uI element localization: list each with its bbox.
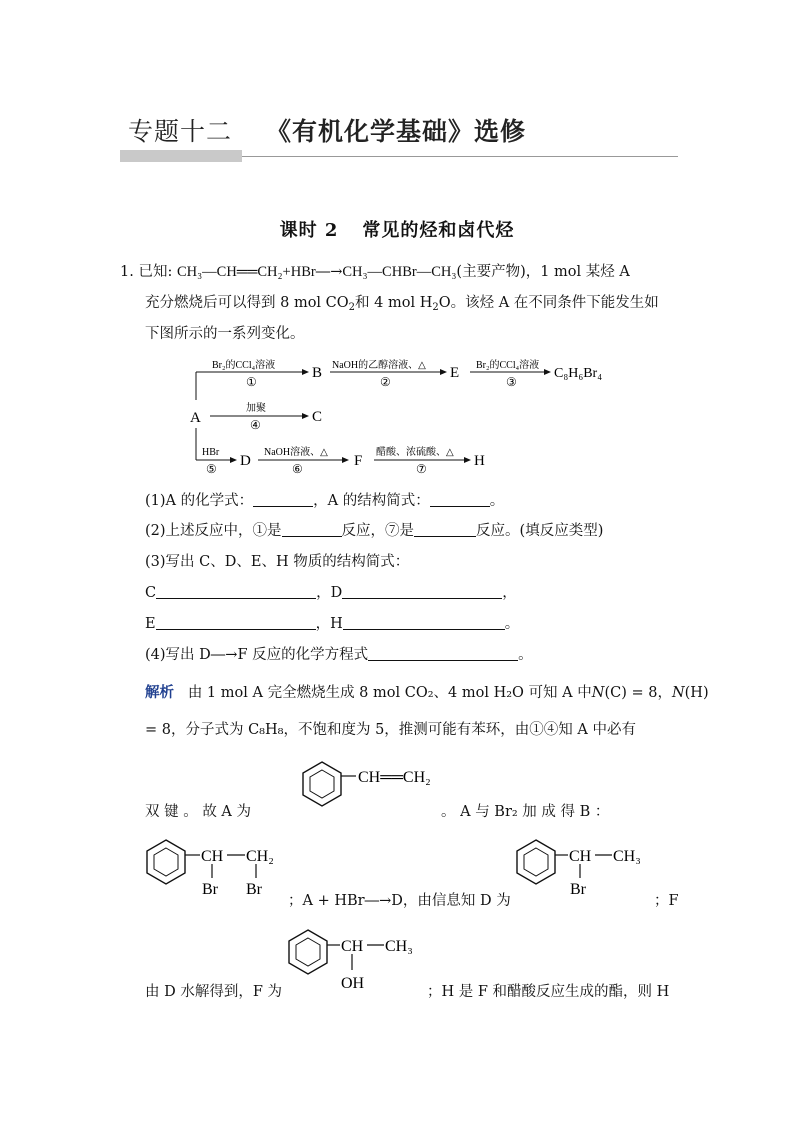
structure-B [142, 836, 292, 902]
step-3: ③ [506, 375, 517, 389]
analysis-line-3: 双 键 。 故 A 为 [145, 804, 252, 820]
analysis-label: 解析 [145, 684, 174, 701]
chapter-header [128, 112, 526, 148]
reaction-arrow: ―→ [315, 264, 343, 280]
answer-blank-c[interactable] [156, 584, 316, 599]
styrene-chain: CH══CH₂ [358, 769, 431, 786]
subject-title: 《有机化学基础》选修 [266, 117, 527, 146]
analysis-line-3b: 。 A 与 Br₂ 加 成 得 B ： [441, 804, 610, 820]
compound-C: C [312, 409, 323, 425]
reaction-scheme [180, 352, 620, 477]
b-br-2: Br [246, 881, 262, 898]
question-line-3: 下图所示的一系列变化。 [145, 326, 305, 342]
b-ch2: CH₂ [246, 848, 274, 865]
reagent-2: NaOH的乙醇溶液、△ [332, 360, 426, 371]
answer-blank-e[interactable] [156, 615, 316, 630]
answer-blank-d[interactable] [342, 584, 502, 599]
header-rule-line [242, 156, 678, 157]
step-4: ④ [250, 418, 261, 432]
f-ch3: CH₃ [385, 938, 413, 955]
b-br-1: Br [202, 881, 218, 898]
header-rule-block [120, 150, 242, 162]
d-br: Br [570, 881, 586, 898]
f-oh: OH [341, 975, 365, 992]
reaction-arrow: ―→ [210, 647, 238, 663]
reagent-4: 加聚 [246, 403, 266, 414]
step-5: ⑤ [206, 462, 217, 476]
question-line-2: 充分燃烧后可以得到 8 mol $CO_2$和 4 mol $H_2O$。该烃 A 在不同条件下能发生如 [145, 295, 659, 313]
step-7: ⑦ [416, 462, 427, 476]
reagent-6: NaOH溶液、△ [264, 447, 328, 458]
b-ch: CH [201, 848, 224, 865]
reagent-1: Br₂的CCl₄溶液 [212, 360, 276, 371]
analysis-line-2: = 8，分子式为 C₈H₈，不饱和度为 5，推测可能有苯环，由①④知 A 中必有 [145, 722, 636, 738]
structure-A-styrene [298, 758, 448, 820]
structure-F [284, 926, 444, 996]
compound-B: B [312, 365, 323, 381]
f-ch: CH [341, 938, 364, 955]
lesson-number: 课时 2 [279, 220, 339, 241]
step-1: ① [246, 375, 257, 389]
question-number: 1. [120, 264, 134, 280]
analysis-line-4b: ；F [654, 893, 679, 909]
answer-row-c-d: C ，D ， [145, 585, 517, 601]
analysis-line-4: ；A + HBr―→D，由信息知 D 为 [288, 893, 511, 909]
compound-H: H [474, 453, 485, 469]
structure-D [512, 836, 672, 902]
sub-question-3: (3)写出 C、D、E、H 物质的结构简式： [145, 554, 410, 570]
analysis-line-1: 解析 由 1 mol A 完全燃烧生成 8 mol CO₂、4 mol H₂O 可知 A 中N(C) = 8，N(H) [145, 684, 709, 701]
sub-question-4: (4)写出 D―→F 反应的化学方程式 。 [145, 647, 533, 663]
analysis-line-5: 由 D 水解得到，F 为 [145, 984, 283, 1000]
compound-E: E [450, 365, 460, 381]
compound-F: F [354, 453, 363, 469]
d-ch3: CH₃ [613, 848, 641, 865]
step-6: ⑥ [292, 462, 303, 476]
compound-D: D [240, 453, 251, 469]
product-c8h6br4: C₈H₆Br₄ [554, 366, 603, 381]
reagent-5: HBr [202, 447, 220, 458]
reaction-arrow: ―→ [364, 893, 392, 909]
answer-blank-equation[interactable] [368, 646, 518, 661]
question-line-1: 1. 已知: CH₃—CH══CH₂+HBr―→CH₃—CHBr—CH₃(主要产物)，1 mol 某烃 A [120, 264, 630, 280]
sub-question-2: (2)上述反应中，①是 反应，⑦是 反应。(填反应类型) [145, 523, 604, 539]
answer-blank-reaction-7[interactable] [414, 522, 476, 537]
reagent-7: 醋酸、浓硫酸、△ [376, 447, 454, 458]
lesson-title [0, 216, 794, 242]
reagent-3: Br₂的CCl₄溶液 [476, 360, 540, 371]
answer-row-e-h: E ，H 。 [145, 616, 520, 632]
d-ch: CH [569, 848, 592, 865]
sub-question-1: (1)A 的化学式： ，A 的结构简式： 。 [145, 493, 505, 509]
analysis-line-5b: ；H 是 F 和醋酸反应生成的酯，则 H [427, 984, 670, 1000]
compound-A: A [190, 410, 201, 426]
answer-blank-formula[interactable] [253, 492, 313, 507]
answer-blank-h[interactable] [343, 615, 505, 630]
step-2: ② [380, 375, 391, 389]
double-bond-symbol: ══ [236, 264, 258, 280]
lesson-name: 常见的烃和卤代烃 [362, 220, 515, 241]
topic-label: 专题十二 [128, 117, 233, 146]
answer-blank-structure[interactable] [430, 492, 490, 507]
answer-blank-reaction-1[interactable] [282, 522, 342, 537]
